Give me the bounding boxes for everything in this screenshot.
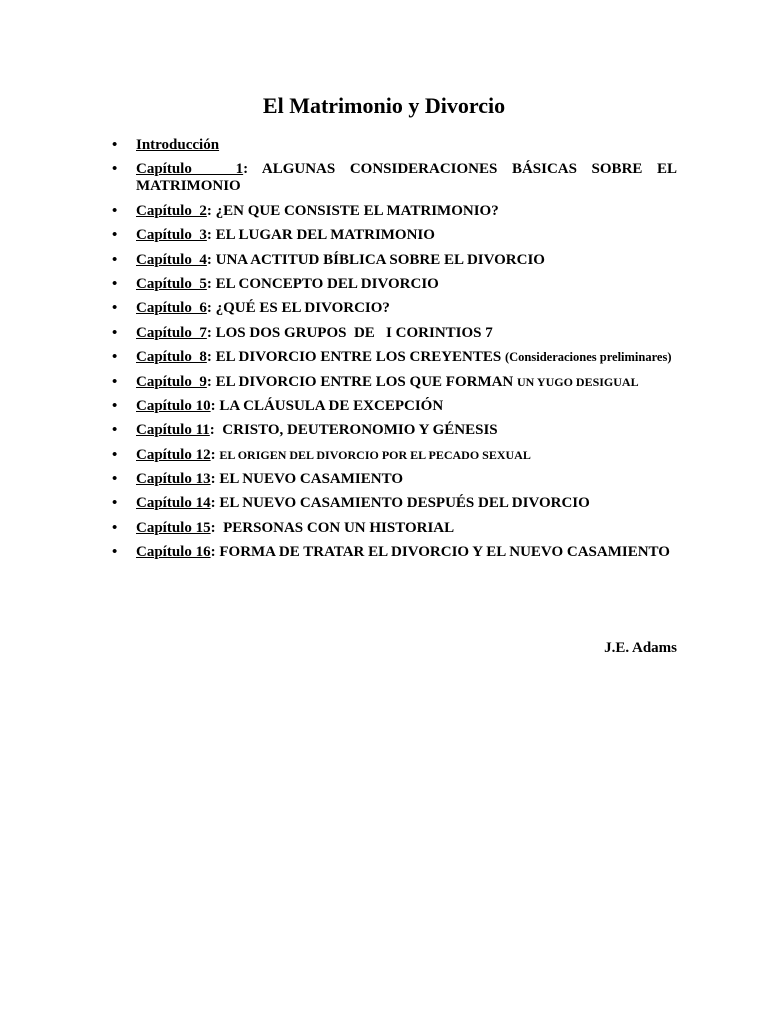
toc-separator: : — [206, 227, 212, 244]
toc-item-capitulo-8 — [112, 349, 677, 366]
bullet-icon: • — [112, 446, 118, 463]
bullet-icon: • — [112, 202, 118, 219]
toc-link[interactable]: Capítulo 1 — [136, 161, 244, 178]
toc-item-text: ¿EN QUE CONSISTE EL MATRIMONIO? — [211, 202, 499, 219]
toc-item-capitulo-9 — [112, 373, 677, 391]
toc-item-capitulo-11 — [112, 422, 677, 439]
bullet-icon: • — [112, 300, 118, 317]
toc-item-capitulo-2 — [112, 202, 677, 220]
toc-link[interactable]: Capítulo 11 — [136, 422, 210, 439]
toc-item-capitulo-10 — [112, 397, 677, 415]
toc-item-text: LA CLÁUSULA DE EXCEPCIÓN — [215, 397, 444, 414]
toc-item-text: PERSONAS CON UN HISTORIAL — [215, 519, 455, 536]
bullet-icon: • — [112, 275, 118, 292]
toc-separator: : — [210, 495, 216, 512]
bullet-icon: • — [112, 137, 118, 153]
document-title: El Matrimonio y Divorcio — [262, 93, 506, 118]
toc-item-text: FORMA DE TRATAR EL DIVORCIO Y EL NUEVO CASAMIENTO — [215, 544, 670, 561]
toc-link[interactable]: Capítulo 15 — [136, 519, 211, 536]
toc-link[interactable]: Capítulo 6 — [136, 300, 207, 317]
toc-item-capitulo-5 — [112, 275, 677, 293]
table-of-contents — [112, 137, 677, 569]
bullet-icon: • — [112, 324, 118, 341]
bullet-icon: • — [112, 519, 118, 536]
bullet-icon: • — [112, 349, 118, 366]
toc-link[interactable]: Capítulo 14 — [136, 495, 211, 512]
toc-link[interactable]: Capítulo 7 — [136, 324, 207, 341]
bullet-icon: • — [112, 422, 118, 439]
toc-link[interactable]: Capítulo 2 — [136, 202, 207, 219]
toc-separator: : — [210, 471, 216, 488]
toc-item-capitulo-15 — [112, 519, 677, 537]
toc-item-text: ¿QUÉ ES EL DIVORCIO? — [211, 300, 390, 317]
toc-item-text: EL DIVORCIO ENTRE LOS CREYENTES — [211, 349, 505, 366]
toc-item-text: EL LUGAR DEL MATRIMONIO — [211, 227, 435, 244]
toc-item-capitulo-1 — [112, 161, 677, 195]
toc-separator: : — [206, 349, 212, 366]
toc-separator: : — [206, 202, 212, 219]
toc-item-text: EL CONCEPTO DEL DIVORCIO — [211, 275, 439, 292]
toc-separator: : — [206, 324, 212, 341]
document-author: J.E. Adams — [604, 640, 677, 656]
bullet-icon: • — [112, 471, 118, 488]
toc-link[interactable]: Capítulo 13 — [136, 471, 211, 488]
toc-item-capitulo-6 — [112, 300, 677, 317]
toc-link[interactable]: Capítulo 3 — [136, 227, 207, 244]
toc-item-text: EL NUEVO CASAMIENTO — [215, 471, 403, 488]
toc-link[interactable]: Capítulo 12 — [136, 446, 211, 463]
toc-item-text: LOS DOS GRUPOS DE I CORINTIOS 7 — [211, 324, 493, 341]
toc-item-text: EL NUEVO CASAMIENTO DESPUÉS DEL DIVORCIO — [215, 495, 590, 512]
toc-link[interactable]: Capítulo 5 — [136, 275, 207, 292]
toc-separator: : — [210, 519, 216, 536]
toc-item-text: CRISTO, DEUTERONOMIO Y GÉNESIS — [214, 422, 498, 439]
toc-item-capitulo-13 — [112, 471, 677, 488]
toc-link[interactable]: Introducción — [136, 137, 220, 153]
bullet-icon: • — [112, 251, 118, 268]
toc-link[interactable]: Capítulo 9 — [136, 373, 207, 390]
toc-item-capitulo-4 — [112, 251, 677, 269]
toc-link[interactable]: Capítulo 4 — [136, 251, 207, 268]
toc-separator: : — [210, 544, 216, 561]
toc-item-capitulo-7 — [112, 324, 677, 342]
toc-separator: : — [210, 446, 216, 463]
toc-separator: : — [243, 161, 249, 178]
toc-item-note: EL ORIGEN DEL DIVORCIO POR EL PECADO SEXUAL — [219, 447, 531, 462]
bullet-icon: • — [112, 227, 118, 244]
bullet-icon: • — [112, 161, 118, 178]
toc-separator: : — [206, 300, 212, 317]
toc-item-capitulo-3 — [112, 227, 677, 244]
toc-item-capitulo-12 — [112, 446, 677, 464]
toc-item-note: UN YUGO DESIGUAL — [517, 374, 639, 389]
toc-link[interactable]: Capítulo 16 — [136, 544, 211, 561]
toc-separator: : — [206, 251, 212, 268]
bullet-icon: • — [112, 544, 118, 561]
toc-item-text: UNA ACTITUD BÍBLICA SOBRE EL DIVORCIO — [211, 251, 545, 268]
toc-link[interactable]: Capítulo 8 — [136, 349, 207, 366]
bullet-icon: • — [112, 495, 118, 512]
toc-separator: : — [206, 373, 212, 390]
toc-item-text: EL DIVORCIO ENTRE LOS QUE FORMAN — [211, 373, 518, 390]
bullet-icon: • — [112, 373, 118, 390]
toc-item-introduccion — [112, 137, 677, 154]
toc-item-note: (Consideraciones preliminares) — [504, 350, 672, 365]
toc-item-text: ALGUNAS CONSIDERACIONES BÁSICAS SOBRE EL MATRIMONIO — [136, 161, 677, 195]
toc-link[interactable]: Capítulo 10 — [136, 397, 211, 414]
bullet-icon: • — [112, 397, 118, 414]
toc-separator: : — [210, 397, 216, 414]
toc-item-capitulo-14 — [112, 495, 677, 512]
toc-item-capitulo-16 — [112, 544, 677, 561]
toc-separator: : — [209, 422, 215, 439]
toc-separator: : — [206, 275, 212, 292]
